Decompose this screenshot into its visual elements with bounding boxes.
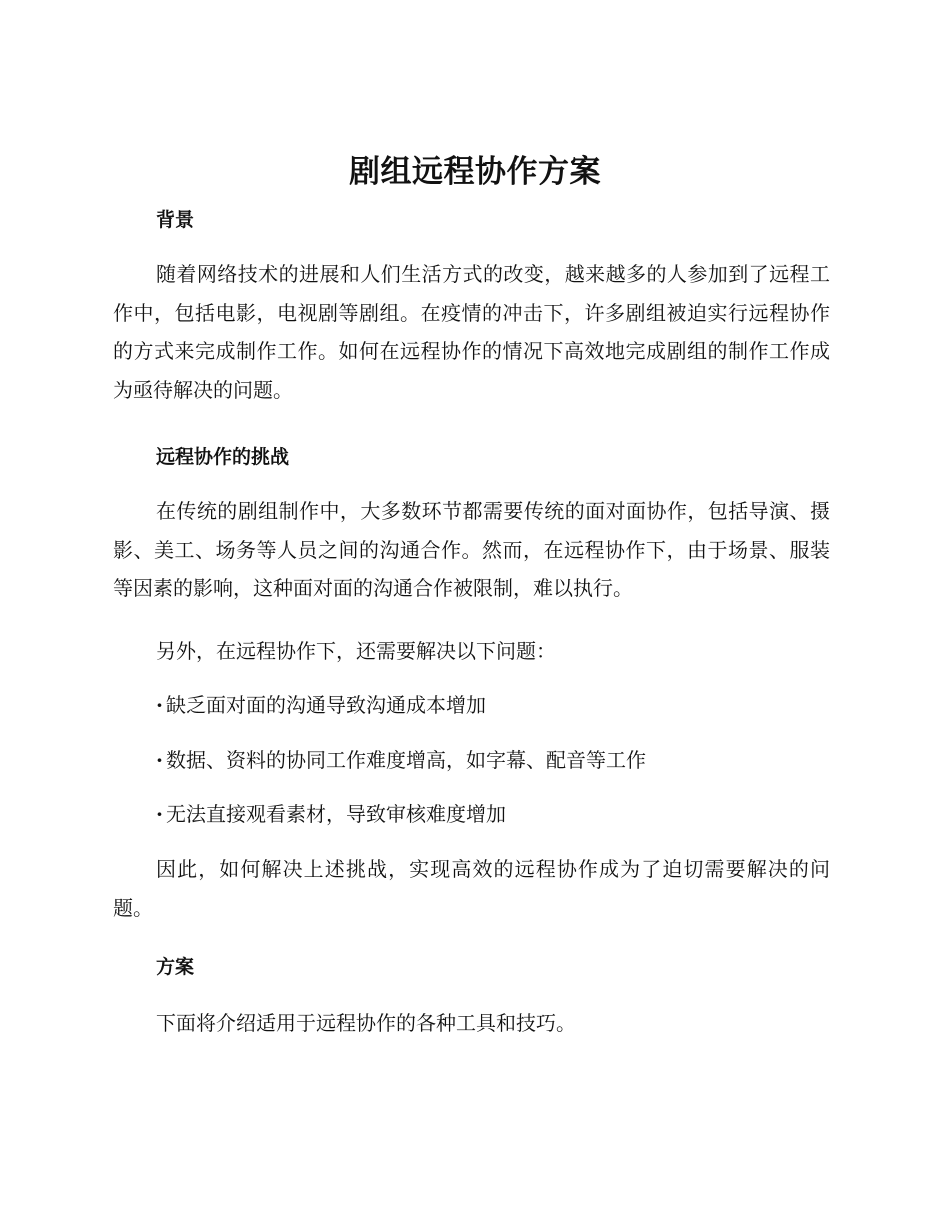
bullet-dot: · bbox=[156, 748, 163, 772]
bullet-text: 无法直接观看素材，导致审核难度增加 bbox=[166, 802, 506, 826]
bullet-item bbox=[156, 799, 506, 829]
bullet-text: 缺乏面对面的沟通导致沟通成本增加 bbox=[166, 693, 486, 717]
bullet-text: 数据、资料的协同工作难度增高，如字幕、配音等工作 bbox=[166, 748, 646, 772]
bullet-item bbox=[156, 745, 646, 775]
bullet-dot: · bbox=[156, 802, 163, 826]
section-heading-challenges: 远程协作的挑战 bbox=[156, 446, 290, 468]
paragraph-challenges-conclusion: 因此，如何解决上述挑战，实现高效的远程协作成为了迫切需要解决的问题。 bbox=[113, 857, 830, 920]
section-heading-solution: 方案 bbox=[156, 956, 195, 978]
section-heading-background: 背景 bbox=[156, 209, 195, 231]
paragraph-background: 随着网络技术的进展和人们生活方式的改变，越来越多的人参加到了远程工作中，包括电影，电视剧等剧组。在疫情的冲击下，许多剧组被迫实行远程协作的方式来完成制作工作。如何在远程协作的情况下高效地完成剧组的制作工作成为亟待解决的问题。 bbox=[113, 262, 830, 402]
paragraph-challenges-intro: 在传统的剧组制作中，大多数环节都需要传统的面对面协作，包括导演、摄影、美工、场务等人员之间的沟通合作。然而，在远程协作下，由于场景、服装等因素的影响，这种面对面的沟通合作被限制，难以执行。 bbox=[113, 499, 830, 600]
document-title: 剧组远程协作方案 bbox=[349, 154, 601, 190]
paragraph-challenges-problems: 另外，在远程协作下，还需要解决以下问题： bbox=[156, 639, 556, 663]
bullet-dot: · bbox=[156, 693, 163, 717]
bullet-item bbox=[156, 690, 486, 720]
paragraph-solution: 下面将介绍适用于远程协作的各种工具和技巧。 bbox=[156, 1011, 576, 1035]
